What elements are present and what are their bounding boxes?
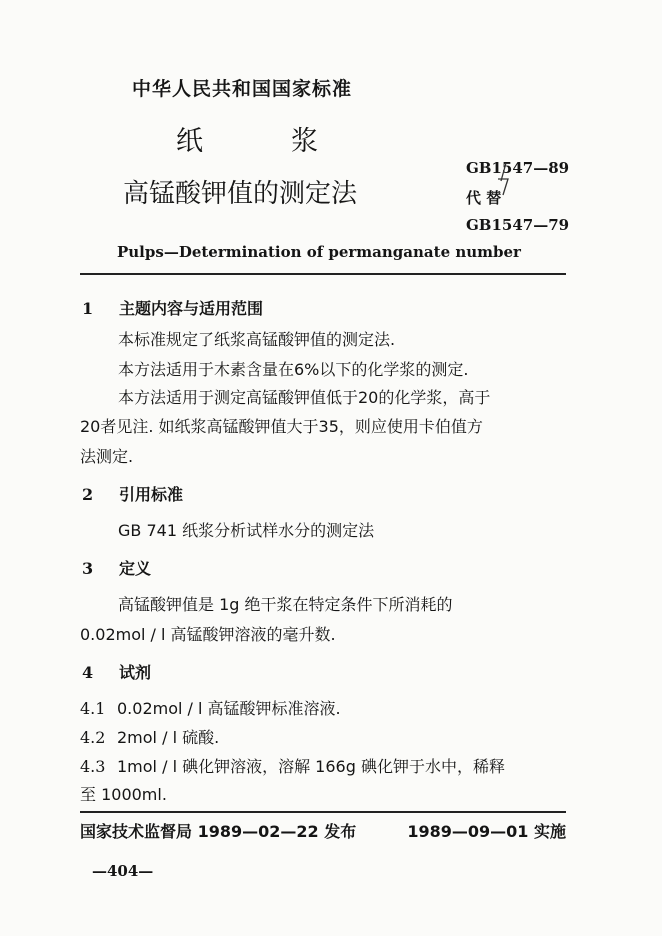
section-number: 3 [82,559,94,578]
section-4-heading [82,660,151,683]
section-number: 4 [82,663,94,682]
issuing-organization: 中华人民共和国国家标准 [132,78,353,100]
section-title: 主题内容与适用范围 [119,299,264,318]
paragraph-line: 本方法适用于木素含量在6%以下的化学浆的测定. [118,360,469,379]
item-text: 2mol / l 硫酸. [117,728,220,747]
list-item [80,696,341,719]
replaces-label: 代 替 [466,189,502,207]
item-number: 4.3 [80,757,106,776]
footer-divider [80,811,566,813]
paragraph-line: 法测定. [80,447,134,466]
english-title: Pulps—Determination of permanganate number [117,243,521,261]
item-text: 1mol / l 碘化钾溶液，溶解 166g 碘化钾于水中，稀释 [117,757,505,776]
issue-date: 国家技术监督局 1989—02—22 发布 [80,822,357,841]
section-number: 1 [82,299,94,318]
section-title: 试剂 [119,663,152,682]
item-text: 0.02mol / l 高锰酸钾标准溶液. [117,699,341,718]
replaced-standard-code: GB1547—79 [466,216,570,234]
paragraph-line: 至 1000ml. [80,785,167,804]
document-title-main [176,119,318,158]
header-divider [80,273,566,275]
section-3-heading [82,556,151,579]
handwritten-stroke-mark [497,161,509,199]
title-char-1: 纸 [176,126,203,157]
section-1-heading [82,296,263,319]
standard-code: GB1547—89 [466,159,570,177]
paragraph-line: 本方法适用于测定高锰酸钾值低于20的化学浆，高于 [118,388,491,407]
paragraph-line: 0.02mol / l 高锰酸钾溶液的毫升数. [80,625,336,644]
document-title-sub: 高锰酸钾值的测定法 [123,179,358,209]
paragraph-line: 本标准规定了纸浆高锰酸钾值的测定法. [118,330,396,349]
section-title: 引用标准 [119,485,184,504]
paragraph-line: 20者见注. 如纸浆高锰酸钾值大于35，则应使用卡伯值方 [80,417,483,436]
section-number: 2 [82,485,94,504]
section-title: 定义 [119,559,152,578]
item-number: 4.2 [80,728,106,747]
effective-date: 1989—09—01 实施 [407,822,566,841]
item-number: 4.1 [80,699,106,718]
list-item [80,754,505,777]
section-2-heading [82,482,183,505]
paragraph-line: 高锰酸钾值是 1g 绝干浆在特定条件下所消耗的 [118,595,453,614]
title-char-2: 浆 [291,126,318,157]
page-number: —404— [92,862,154,880]
list-item [80,725,219,748]
referenced-standard: GB 741 纸浆分析试样水分的测定法 [118,521,375,540]
